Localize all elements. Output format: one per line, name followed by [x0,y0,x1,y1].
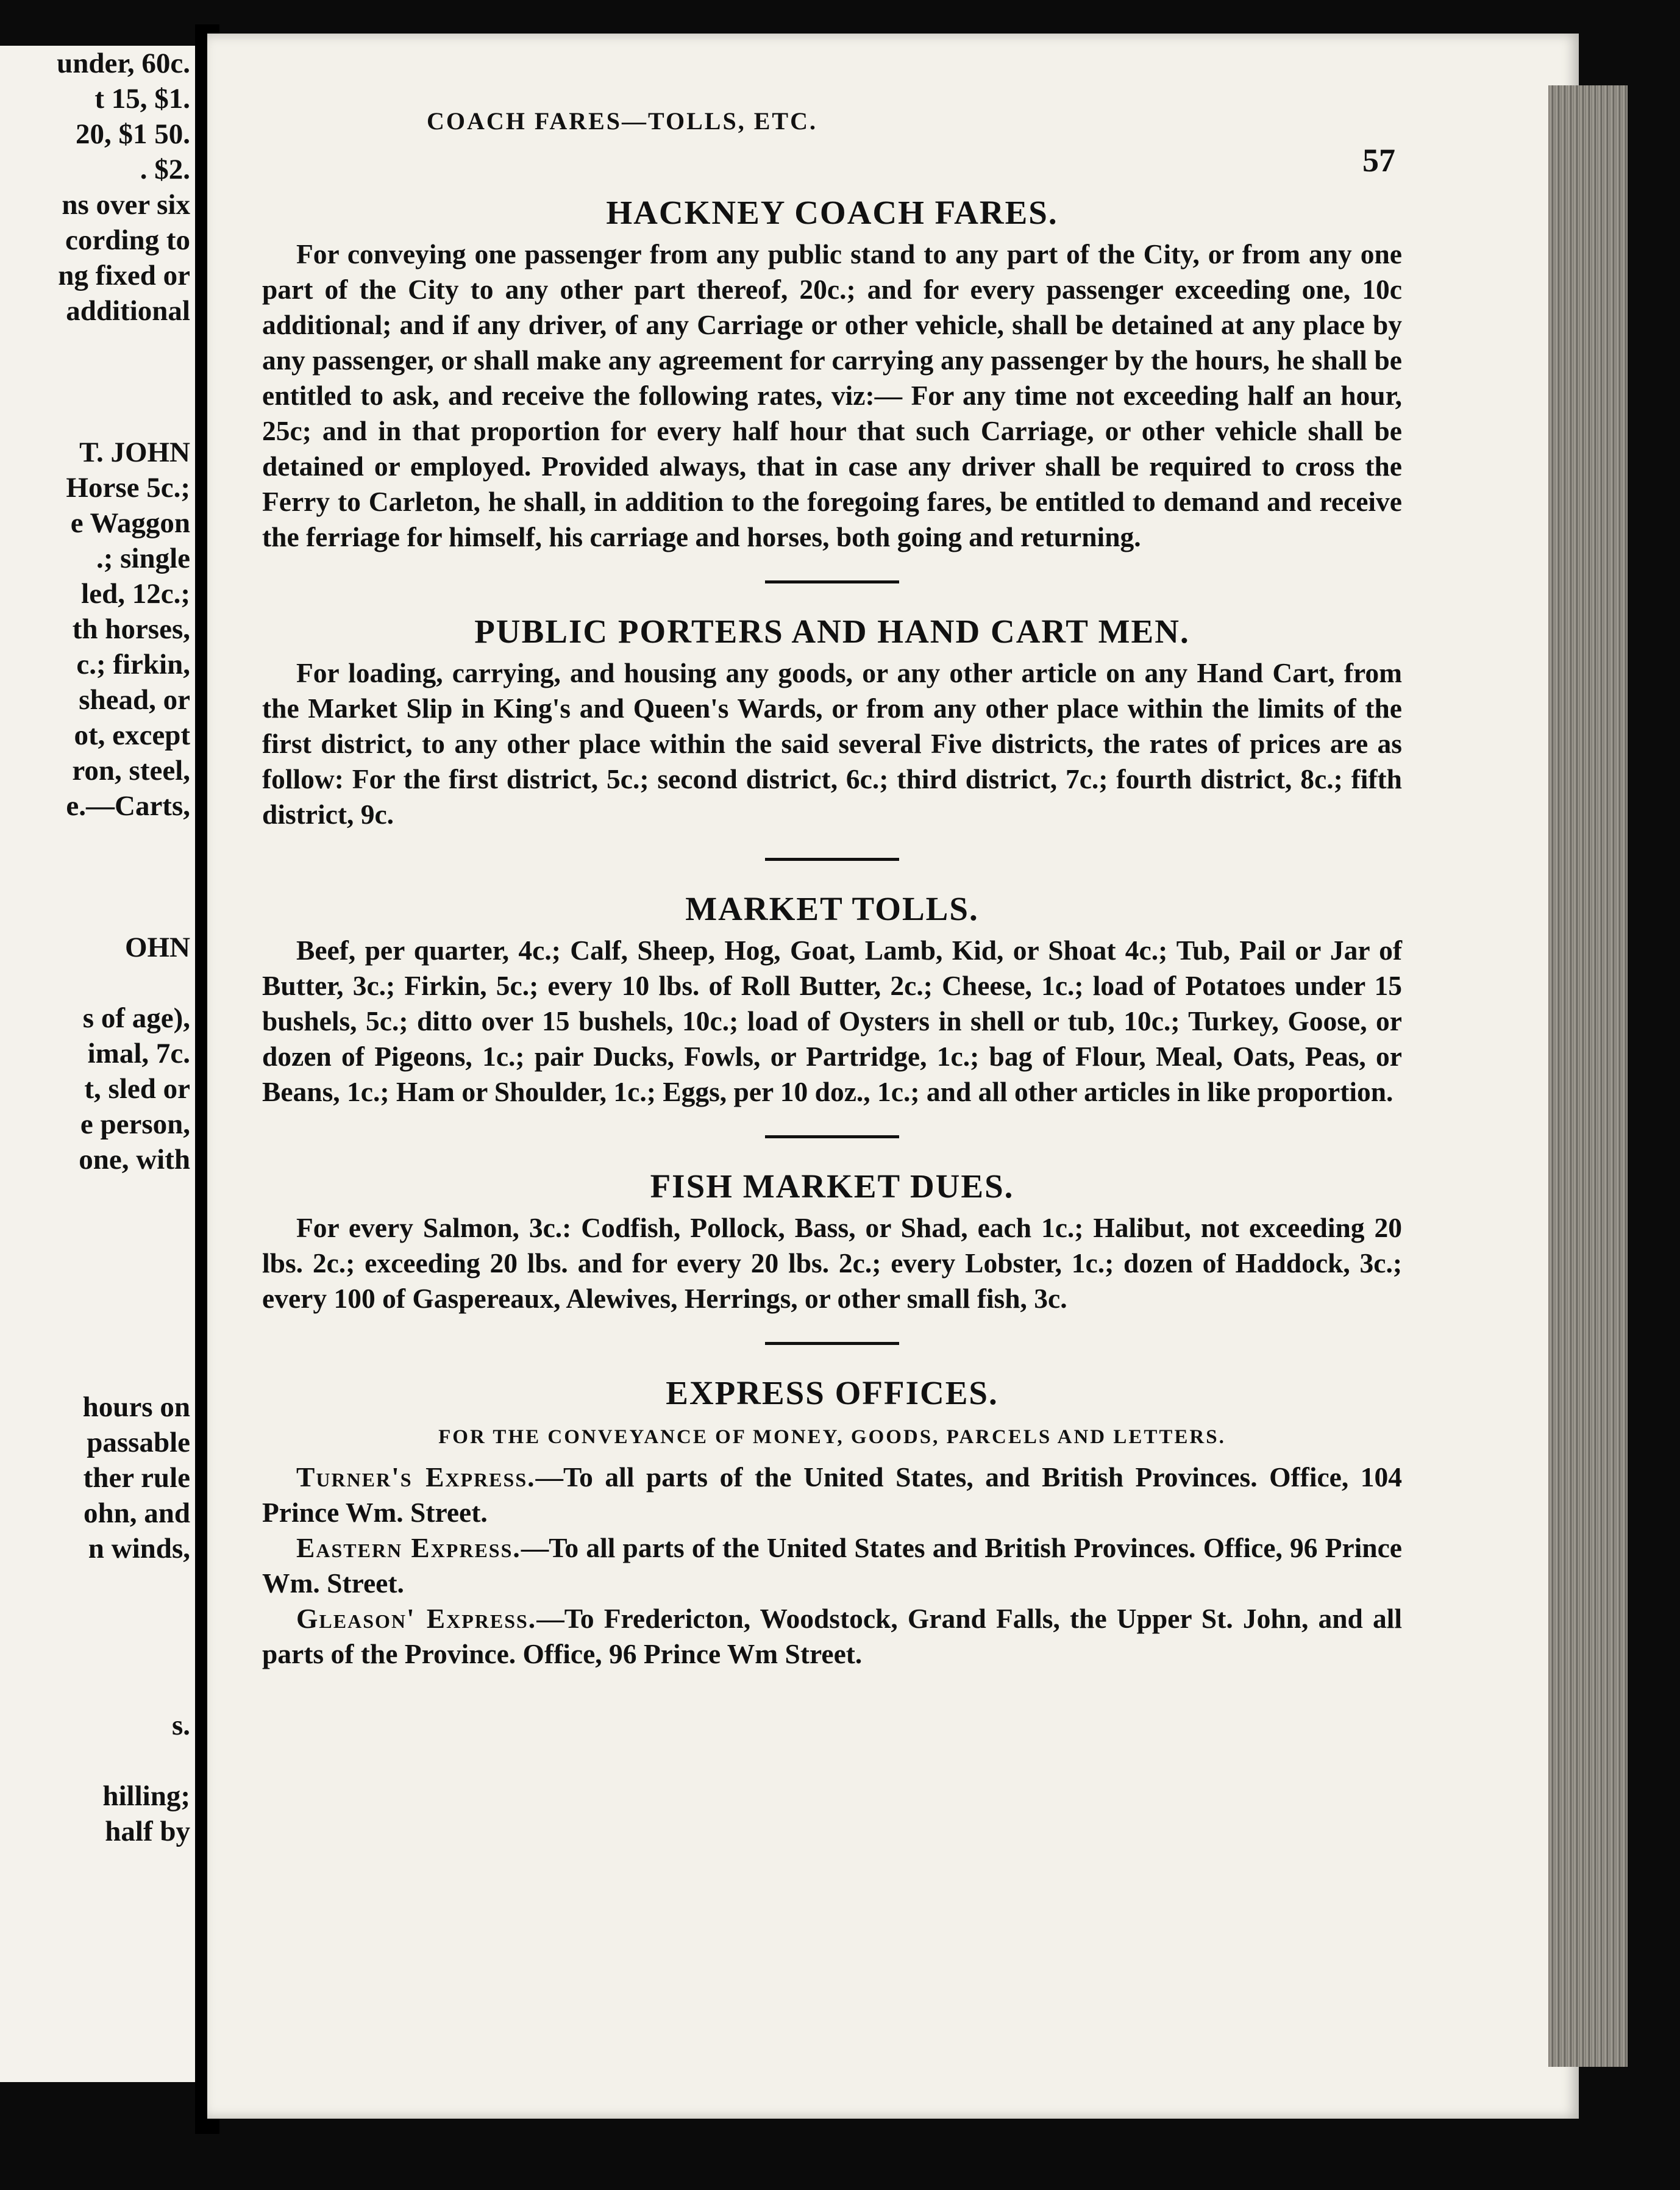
section-divider [765,1342,899,1345]
facing-page-line: additional [66,295,190,327]
page-edges [1548,85,1628,2067]
express-offices-section [262,1369,1402,1672]
running-head: COACH FARES—TOLLS, ETC. [427,107,817,135]
facing-page-line: half by [105,1816,190,1847]
facing-page-line: ns over six [62,189,190,221]
facing-page-line: s. [171,1710,190,1741]
facing-page-line: .; single [96,543,190,574]
facing-page-line: ng fixed or [58,260,190,291]
facing-page-line [0,1283,190,1319]
facing-page-line: ot, except [74,719,190,751]
facing-page-line: hilling; [102,1780,190,1812]
facing-page-line: ther rule [83,1462,190,1494]
facing-page-line [0,1177,190,1213]
section-heading: EXPRESS OFFICES. [666,1374,998,1411]
express-name: Eastern Express. [296,1532,521,1563]
facing-page-line [0,1602,190,1637]
express-name: Turner's Express. [296,1461,536,1493]
facing-page-line: 20, $1 50. [76,118,190,150]
facing-page-line: led, 12c.; [81,578,190,610]
hackney-coach-fares-section [262,189,1402,555]
facing-page-line: c.; firkin, [76,649,190,680]
express-description: —To all parts of the United States and British Provinces. Office, 96 Prince Wm. Street. [262,1532,1402,1599]
express-entry-gleason [262,1601,1402,1672]
facing-page-line [0,965,190,1000]
facing-page-line [0,1566,190,1602]
facing-page-line [0,824,190,859]
facing-page-line: under, 60c. [57,48,190,79]
facing-page-line: shead, or [79,684,190,716]
facing-page-line: t 15, $1. [94,83,190,115]
page-content [262,189,1402,1672]
facing-page-line [0,399,190,435]
facing-page-line: t, sled or [84,1073,190,1105]
facing-page-line [0,859,190,894]
fish-market-dues-section [262,1163,1402,1316]
facing-page [0,46,197,2082]
facing-page-line [0,1637,190,1672]
section-heading: FISH MARKET DUES. [650,1168,1014,1205]
section-divider [765,858,899,861]
facing-page-line: T. JOHN [79,437,190,468]
facing-page-line: imal, 7c. [87,1038,190,1069]
facing-page-line: e Waggon [70,507,190,539]
facing-page-line [0,894,190,930]
facing-page-line [0,329,190,364]
section-heading: HACKNEY COACH FARES. [606,194,1058,231]
section-heading: PUBLIC PORTERS AND HAND CART MEN. [474,613,1190,650]
facing-page-line [0,364,190,399]
facing-page-line: cording to [65,224,190,256]
facing-page-line: n winds, [88,1533,190,1564]
section-paragraph: Beef, per quarter, 4c.; Calf, Sheep, Hog, Goat, Lamb, Kid, or Shoat 4c.; Tub, Pail or Jar of Butter, 3c.; Firkin, 5c.; every 10 lbs. of Roll Butter, 2c.; Cheese, 1c.; load of Potatoes under 15 bushels, 5c.; ditto over 15 bushels, 10c.; load of Oysters in shell or tub, 10c.; Turkey, Goose, or dozen of Pigeons, 1c.; pair Ducks, Fowls, or Partridge, 1c.; bag of Flour, Meal, Oats, Peas, or Beans, 1c.; Ham or Shoulder, 1c.; Eggs, per 10 doz., 1c.; and all other articles in like proportion. [262,935,1402,1107]
section-divider [765,1135,899,1138]
express-entry-turner [262,1460,1402,1530]
facing-page-line: ron, steel, [72,755,190,786]
facing-page-line: hours on [82,1391,190,1423]
section-subheading: FOR THE CONVEYANCE OF MONEY, GOODS, PARCELS AND LETTERS. [438,1426,1226,1448]
facing-page-line: passable [87,1427,190,1458]
section-divider [765,580,899,583]
page-number: 57 [1362,142,1395,179]
section-paragraph: For loading, carrying, and housing any goods, or any other article on any Hand Cart, from the Market Slip in King's and Queen's Wards, or from any other place within the limits of the first district, to any other place within the said several Five districts, the rates of prices are as follow: For the first district, 5c.; second district, 6c.; third district, 7c.; fourth district, 8c.; fifth district, 9c. [262,657,1402,830]
facing-page-line [0,1672,190,1708]
facing-page-line: e.—Carts, [66,790,190,822]
express-entry-eastern [262,1530,1402,1601]
section-paragraph: For conveying one passenger from any public stand to any part of the City, or from any one part of the City to any other part thereof, 20c.; and for every passenger exceeding one, 10c additional; and if any driver, of any Carriage or other vehicle, shall be detained at any place by any passenger, or shall make any agreement for carrying any passenger by the hours, he shall be entitled to ask, and receive the following rates, viz:— For any time not exceeding half an hour, 25c; and in that proportion for every half hour that such Carriage, or other vehicle shall be detained or employed. Provided always, that in case any driver shall be required to cross the Ferry to Carleton, he shall, in addition to the foregoing fares, be entitled to demand and receive the ferriage for himself, his carriage and horses, both going and returning. [262,238,1402,552]
express-description: —To all parts of the United States, and British Provinces. Office, 104 Prince Wm. Street. [262,1461,1402,1528]
facing-page-line [0,1319,190,1354]
facing-page-line [0,1213,190,1248]
public-porters-section [262,608,1402,832]
facing-page-line: one, with [79,1144,190,1175]
facing-page-line [0,1354,190,1389]
facing-page-line: e person, [80,1108,190,1140]
facing-page-line: . $2. [140,154,190,185]
express-name: Gleason' Express. [296,1603,537,1634]
facing-page-line: s of age), [82,1002,190,1034]
section-heading: MARKET TOLLS. [685,890,979,927]
facing-page-line: Horse 5c.; [66,472,190,504]
facing-page-line [0,1743,190,1778]
facing-page-line: ohn, and [83,1497,190,1529]
market-tolls-section [262,885,1402,1110]
facing-page-line [0,1248,190,1283]
facing-page-line: th horses, [72,613,190,645]
section-paragraph: For every Salmon, 3c.: Codfish, Pollock, Bass, or Shad, each 1c.; Halibut, not exceeding 20 lbs. 2c.; exceeding 20 lbs. and for every 20 lbs. 2c.; every Lobster, 1c.; dozen of Haddock, 3c.; every 100 of Gaspereaux, Alewives, Herrings, or other small fish, 3c. [262,1212,1402,1314]
facing-page-text [0,46,190,1849]
express-description: —To Fredericton, Woodstock, Grand Falls, the Upper St. John, and all parts of the Province. Office, 96 Prince Wm Street. [262,1603,1402,1669]
facing-page-line: OHN [124,932,190,963]
